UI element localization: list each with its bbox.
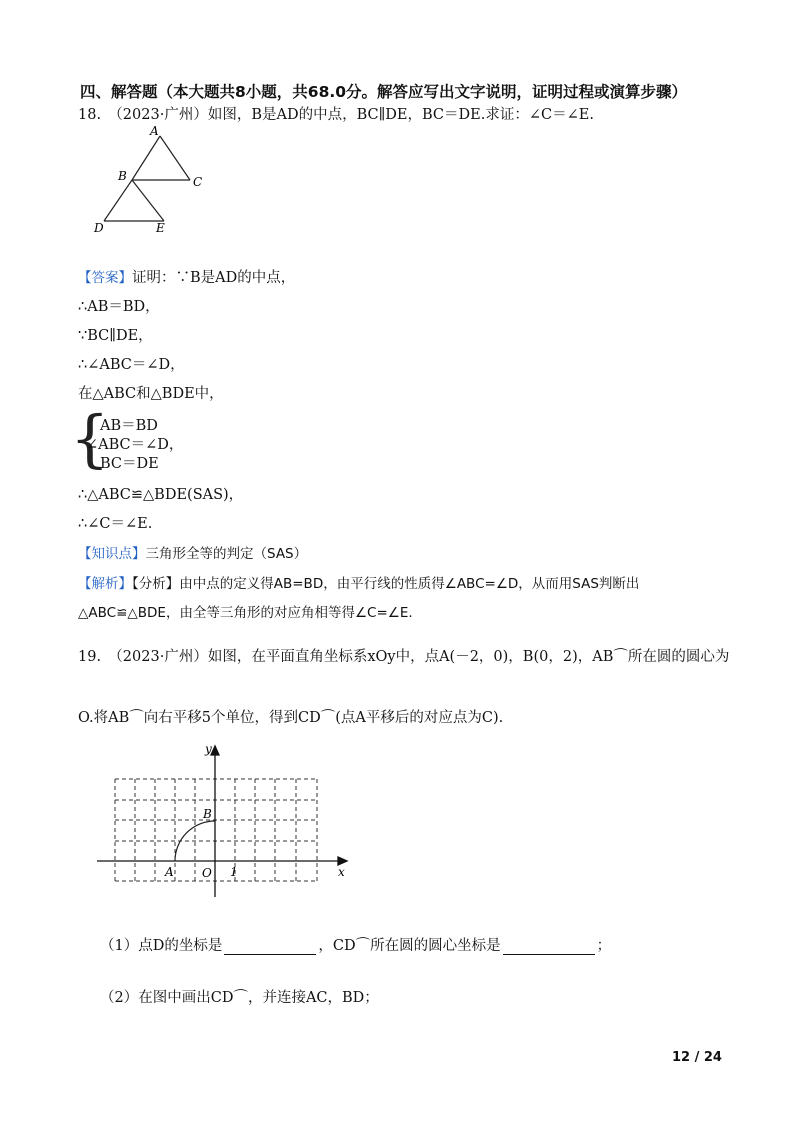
axis-label-y: y: [205, 742, 212, 756]
knowledge-tag: 【知识点】: [78, 546, 146, 562]
label-point-b: B: [203, 807, 212, 821]
q19-part1: [100, 934, 611, 955]
system-row-2: ∠ABC＝∠D，: [86, 437, 184, 453]
segment-be: [132, 180, 164, 221]
part1-a: （1）点D的坐标是: [100, 938, 223, 954]
label-point-a: A: [165, 865, 174, 879]
section-heading: 四、解答题（本大题共8小题，共68.0分。解答应写出文字说明，证明过程或演算步骤）: [80, 83, 688, 101]
answer-blank-d[interactable]: [224, 940, 316, 955]
q18-triangle-figure: [90, 124, 220, 236]
axis-label-x: x: [338, 865, 345, 879]
proof-line-2: ∵BC∥DE，: [78, 328, 153, 344]
part1-c: ；: [596, 938, 612, 954]
conclusion-line-1: ∴△ABC≌△BDE(SAS)，: [78, 487, 244, 503]
proof-line-3: ∴∠ABC＝∠D，: [78, 357, 185, 373]
system-row-1: AB＝BD: [100, 418, 158, 434]
analysis-tag: 【解析】: [78, 576, 132, 592]
label-d: D: [94, 221, 104, 235]
label-b: B: [118, 169, 127, 183]
page-number: 12 / 24: [672, 1050, 722, 1065]
answer-tag: 【答案】: [78, 270, 132, 286]
x-axis-arrow: [338, 857, 347, 865]
segment-ac: [160, 136, 190, 180]
knowledge-text: 三角形全等的判定（SAS）: [145, 546, 308, 562]
label-a: A: [150, 124, 159, 138]
knowledge-line: [78, 542, 307, 562]
conclusion-line-2: ∴∠C＝∠E.: [78, 516, 153, 532]
label-origin: O: [202, 866, 212, 880]
segment-bd: [104, 180, 132, 221]
tick-one: 1: [230, 865, 238, 879]
q18-answer-line: [78, 266, 295, 287]
q19-stem-line1: 19. （2023·广州）如图，在平面直角坐标系xOy中，点A(－2，0)，B(0，2)，AB⌒所在圆的圆心为: [78, 649, 730, 665]
analysis-line-1: [78, 572, 639, 592]
part1-b: ，CD⌒所在圆的圆心坐标是: [318, 938, 501, 954]
proof-line-1: ∴AB＝BD，: [78, 299, 160, 315]
y-axis-arrow: [211, 746, 219, 755]
q19-stem-line2: O.将AB⌒向右平移5个单位，得到CD⌒(点A平移后的对应点为C).: [78, 710, 504, 726]
segment-ab: [132, 136, 160, 180]
answer-first: 证明：∵B是AD的中点，: [132, 270, 296, 286]
dashed-grid: [115, 779, 317, 881]
system-row-3: BC＝DE: [100, 456, 159, 472]
q19-part2: （2）在图中画出CD⌒，并连接AC，BD；: [100, 990, 379, 1006]
analysis-text-1: 【分析】由中点的定义得AB=BD，由平行线的性质得∠ABC=∠D，从而用SAS判断出: [132, 576, 640, 592]
label-e: E: [156, 221, 165, 235]
label-c: C: [193, 175, 203, 189]
answer-blank-center[interactable]: [503, 940, 595, 955]
q19-coordinate-grid: [95, 742, 355, 902]
proof-line-4: 在△ABC和△BDE中，: [78, 386, 224, 402]
analysis-line-2: △ABC≌△BDE，由全等三角形的对应角相等得∠C=∠E.: [78, 605, 413, 621]
system-brace: {: [70, 402, 110, 475]
q18-stem: 18. （2023·广州）如图，B是AD的中点，BC∥DE，BC＝DE.求证：∠C＝∠E.: [78, 107, 594, 123]
